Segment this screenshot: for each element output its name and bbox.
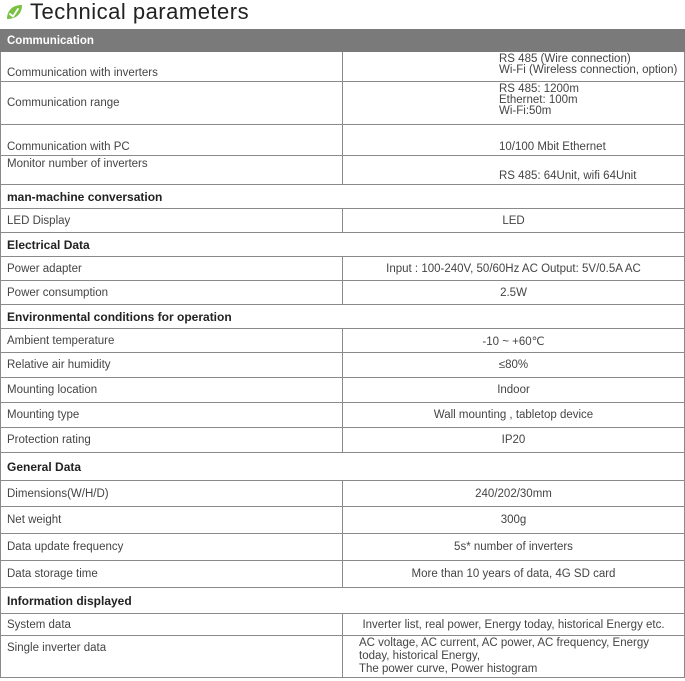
section-header bbox=[1, 185, 685, 209]
table-row bbox=[1, 534, 685, 561]
table-row bbox=[1, 378, 685, 403]
table-row bbox=[1, 614, 685, 636]
page-title bbox=[4, 0, 249, 24]
row-key: Mounting type bbox=[1, 403, 343, 428]
row-key: Power adapter bbox=[1, 257, 343, 281]
row-value bbox=[343, 52, 685, 82]
value-line: RS 485: 64Unit, wifi 64Unit bbox=[499, 170, 637, 182]
table-row bbox=[1, 257, 685, 281]
row-value bbox=[343, 125, 685, 156]
table-row bbox=[1, 636, 685, 678]
section-title: Electrical Data bbox=[1, 233, 685, 257]
table-row bbox=[1, 353, 685, 378]
table-row bbox=[1, 82, 685, 125]
row-key: System data bbox=[1, 614, 343, 636]
row-value: Wall mounting , tabletop device bbox=[343, 403, 685, 428]
section-title: Information displayed bbox=[1, 588, 685, 614]
value-line: Wi-Fi (Wireless connection, option) bbox=[499, 64, 678, 76]
value-line: 10/100 Mbit Ethernet bbox=[499, 141, 606, 153]
row-key: Communication with PC bbox=[1, 125, 343, 156]
row-key: Data update frequency bbox=[1, 534, 343, 561]
section-header bbox=[1, 588, 685, 614]
table-row bbox=[1, 209, 685, 233]
row-value: More than 10 years of data, 4G SD card bbox=[343, 561, 685, 588]
section-title: man-machine conversation bbox=[1, 185, 685, 209]
row-value: ≤80% bbox=[343, 353, 685, 378]
row-value: LED bbox=[343, 209, 685, 233]
row-key: Mounting location bbox=[1, 378, 343, 403]
table-row bbox=[1, 403, 685, 428]
row-value bbox=[343, 82, 685, 125]
row-value: 2.5W bbox=[343, 281, 685, 305]
row-key: Power consumption bbox=[1, 281, 343, 305]
row-value: 5s* number of inverters bbox=[343, 534, 685, 561]
row-value: 240/202/30mm bbox=[343, 481, 685, 507]
section-header bbox=[1, 453, 685, 481]
value-line: Wi-Fi:50m bbox=[499, 105, 552, 117]
row-key: LED Display bbox=[1, 209, 343, 233]
value-line: Ethernet: 100m bbox=[499, 94, 578, 106]
table-row bbox=[1, 507, 685, 534]
value-line: RS 485 (Wire connection) bbox=[499, 53, 631, 65]
value-line: AC voltage, AC current, AC power, AC frequency, Energy today, historical Energy, bbox=[359, 637, 649, 662]
title-text: Technical parameters bbox=[30, 0, 250, 24]
table-row bbox=[1, 125, 685, 156]
row-key: Data storage time bbox=[1, 561, 343, 588]
row-key: Net weight bbox=[1, 507, 343, 534]
row-value: 300g bbox=[343, 507, 685, 534]
section-title: Environmental conditions for operation bbox=[1, 305, 685, 329]
table-row bbox=[1, 156, 685, 185]
row-key: Single inverter data bbox=[1, 636, 343, 678]
leaf-check-icon bbox=[4, 2, 24, 22]
table-row bbox=[1, 428, 685, 453]
section-header bbox=[1, 305, 685, 329]
value-line: The power curve, Power histogram bbox=[359, 663, 538, 675]
value-line: RS 485: 1200m bbox=[499, 83, 579, 95]
row-value: Input : 100-240V, 50/60Hz AC Output: 5V/0.5A AC bbox=[343, 257, 685, 281]
row-value: Inverter list, real power, Energy today, historical Energy etc. bbox=[343, 614, 685, 636]
row-key: Ambient temperature bbox=[1, 329, 343, 353]
section-header bbox=[1, 30, 685, 52]
row-value bbox=[343, 636, 685, 678]
section-header bbox=[1, 233, 685, 257]
row-value bbox=[343, 156, 685, 185]
table-row bbox=[1, 52, 685, 82]
table-row bbox=[1, 561, 685, 588]
row-key: Monitor number of inverters bbox=[1, 156, 343, 185]
row-key: Dimensions(W/H/D) bbox=[1, 481, 343, 507]
table-row bbox=[1, 481, 685, 507]
table-row bbox=[1, 329, 685, 353]
row-key: Communication range bbox=[1, 82, 343, 125]
row-value: IP20 bbox=[343, 428, 685, 453]
table-row bbox=[1, 281, 685, 305]
row-value: -10 ~ +60℃ bbox=[343, 329, 685, 353]
section-title: Communication bbox=[1, 30, 685, 52]
row-key: Communication with inverters bbox=[1, 52, 343, 82]
section-title: General Data bbox=[1, 453, 685, 481]
row-key: Relative air humidity bbox=[1, 353, 343, 378]
row-key: Protection rating bbox=[1, 428, 343, 453]
spec-table bbox=[0, 29, 685, 678]
row-value: Indoor bbox=[343, 378, 685, 403]
